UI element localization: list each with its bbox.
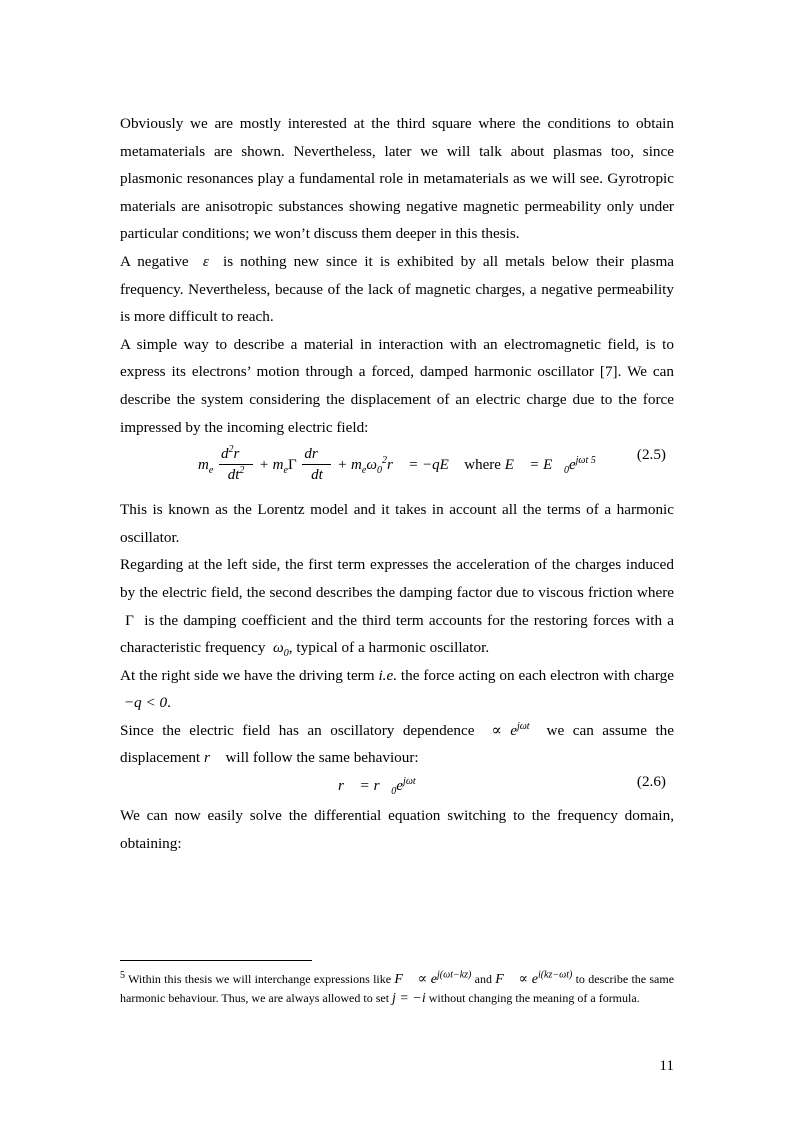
equation-2-6 bbox=[120, 772, 674, 802]
footnote-expr-1: F⃗ ∝ $e^{j(\omega t-kz)}$ bbox=[394, 969, 472, 987]
footnote-marker: 5 bbox=[120, 970, 125, 981]
paragraph-oscillatory-dependence bbox=[120, 717, 674, 772]
displacement-symbol: r⃗ bbox=[203, 749, 222, 767]
text-fragment: Regarding at the left side, the first term expresses the acceleration of the charges induced by the electric field, the second describes the damping factor due to viscous friction where bbox=[120, 556, 674, 601]
text-fragment: the force acting on each electron with charge bbox=[400, 666, 675, 684]
equation-number-2-6: (2.6) bbox=[636, 773, 666, 791]
displacement-equation: r⃗ = $r⃗_0e^{j\omega t}$ bbox=[338, 776, 416, 798]
where-label: where bbox=[464, 457, 501, 474]
text-fragment: At the right side we have the driving term bbox=[120, 666, 375, 684]
paragraph-lorentz-model: This is known as the Lorentz model and it takes in account all the terms of a harmonic oscillator. bbox=[120, 501, 674, 546]
proportional-expression: ∝ $e^{j\omega t}$ bbox=[491, 720, 530, 739]
paragraph-metamaterials-intro: Obviously we are mostly interested at the third square where the conditions to obtain metamaterials are shown. Nevertheless, later we will talk about plasmas too, since plasmonic resonances play a fundamental role in metamaterials as we will see. Gyrotropic materials are anisotropic substances showing negative magnetic permeability only under particular conditions; we won’t discuss them deeper in this thesis. bbox=[120, 115, 674, 243]
text-fragment: will follow the same behaviour: bbox=[225, 749, 419, 767]
page-body bbox=[120, 110, 674, 857]
gamma-symbol: Γ bbox=[125, 611, 134, 629]
charge-condition: −q < 0 bbox=[123, 694, 168, 712]
text-fragment: is nothing new since it is exhibited by all metals below their plasma frequency. Nevertheless, because of the lack of magnetic charges, a negative permeability is more difficult to reach. bbox=[120, 252, 675, 326]
paragraph-negative-epsilon bbox=[120, 248, 674, 331]
footnote-separator bbox=[120, 960, 312, 961]
paragraph-frequency-domain: We can now easily solve the differential equation switching to the frequency domain, obtaining: bbox=[120, 807, 674, 852]
paragraph-left-side-terms bbox=[120, 551, 674, 661]
text-fragment: is the damping coefficient and the third term accounts for the restoring forces with a characteristic frequency bbox=[120, 611, 675, 657]
omega0-symbol: $\omega_0$ bbox=[273, 639, 289, 660]
footnote-expr-2: F⃗ ∝ $e^{i(kz-\omega t)}$ bbox=[495, 969, 573, 987]
ie-abbrev: i.e. bbox=[378, 666, 398, 684]
epsilon-symbol: ε bbox=[202, 252, 209, 270]
text-fragment: we can assume the displacement bbox=[120, 721, 675, 767]
text-fragment: Within this thesis we will interchange expressions like bbox=[128, 972, 392, 986]
text-fragment: Since the electric field has an oscillatory dependence bbox=[120, 721, 475, 739]
text-fragment: A negative bbox=[120, 252, 189, 270]
text-fragment: , typical of a harmonic oscillator. bbox=[288, 639, 490, 657]
text-fragment: without changing the meaning of a formula. bbox=[428, 991, 640, 1005]
equation-number-2-5: (2.5) bbox=[636, 446, 666, 464]
footnote bbox=[120, 970, 674, 1008]
footnote-expr-3: j = −i bbox=[392, 991, 426, 1006]
text-fragment: and bbox=[474, 972, 492, 986]
page-number: 11 bbox=[659, 1057, 674, 1074]
paragraph-right-side: At the right side we have the driving term i.e. the force acting on each electron with charge −q < 0. bbox=[120, 666, 675, 712]
text-fragment: to describe the same harmonic behaviour. Thus, we are always allowed to set bbox=[120, 972, 675, 1005]
lorentz-equation: $m_e$ $\frac{d^2r⃗}{dt^2}$ + $m_e\Gamma$ $\frac{dr⃗}{dt}$ + $m_e\omega_0^2r⃗$ = −qE⃗ where E⃗ = $E⃗_0e^{j\omega t 5}$ bbox=[198, 444, 596, 484]
paragraph-lorentz-setup: A simple way to describe a material in interaction with an electromagnetic field, is to express its electrons’ motion through a forced, damped harmonic oscillator [7]. We can describe the system considering the displacement of an electric charge due to the force impressed by the incoming electric field: bbox=[120, 335, 674, 436]
equation-2-5 bbox=[120, 441, 674, 496]
